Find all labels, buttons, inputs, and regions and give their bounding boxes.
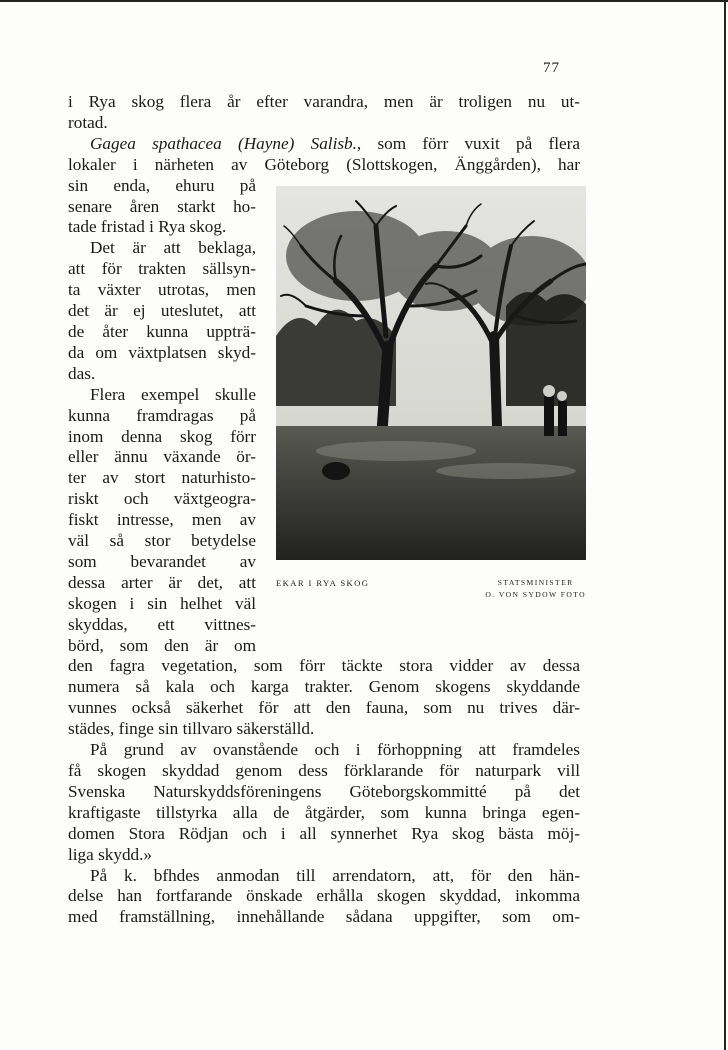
text-line: i Rya skog flera år efter varandra, men är troligen nu ut- — [68, 92, 580, 111]
text-line: domen Stora Rödjan och i all synnerhet Rya skog bästa möj- — [68, 823, 580, 843]
text-line: skyddas, ett vittnes- — [68, 614, 256, 634]
text-line: På grund av ovanstående och i förhoppning att framdeles — [90, 740, 580, 760]
text-line: börd, som den är om — [68, 635, 256, 655]
text-line: inom denna skog förr — [68, 426, 256, 446]
text-line: riskt och växtgeogra- — [68, 489, 256, 509]
text-line: ta växter utrotas, men — [68, 280, 256, 300]
body-text — [68, 92, 586, 928]
oak-trees-photo — [276, 186, 586, 560]
text-line: numera så kala och karga trakter. Genom skogens skyddande — [68, 677, 580, 697]
text-line: delse han fortfarande önskade erhålla skogen skyddad, inkomma — [68, 886, 580, 906]
text-line: Svenska Naturskyddsföreningens Göteborgskommitté på det — [68, 781, 580, 801]
text-line: Flera exempel skulle — [90, 384, 256, 404]
text-line: den fagra vegetation, som förr täckte stora vidder av dessa — [68, 656, 580, 676]
text-line: Det är att beklaga, — [90, 238, 256, 258]
text-line: kraftigaste tillstyrka alla de åtgärder, som kunna bringa egen- — [68, 802, 580, 822]
text-line: de åter kunna uppträ- — [68, 321, 256, 341]
text-line: städes, finge sin tillvaro säkerställd. — [68, 719, 315, 739]
page-top-edge — [0, 0, 728, 2]
text-line: eller ännu växande ör- — [68, 447, 256, 467]
text-line: da om växtplatsen skyd- — [68, 342, 256, 362]
text-line: det är ej uteslutet, att — [68, 301, 256, 321]
text-line: att för trakten sällsyn- — [68, 259, 256, 279]
text-line: få skogen skyddad genom dess förklarande för naturpark vill — [68, 761, 580, 780]
photo-credit — [485, 577, 586, 601]
photo-caption: EKAR I RYA SKOG — [276, 577, 370, 588]
text-line: senare åren starkt ho- — [68, 196, 256, 216]
page-number: 77 — [543, 60, 560, 76]
text-line: med framställning, innehållande sådana uppgifter, som om- — [68, 907, 580, 927]
text-line: ter av stort naturhisto- — [68, 468, 256, 488]
text-line: rotad. — [68, 112, 108, 132]
text-line: fiskt intresse, men av — [68, 510, 256, 530]
figure — [276, 178, 586, 598]
text-line: lokaler i närheten av Göteborg (Slottskogen, Änggården), har — [68, 154, 580, 174]
page-right-edge — [724, 0, 726, 1050]
text-fragment: som förr vuxit på flera — [361, 133, 581, 153]
species-name: Gagea spathacea (Hayne) Salisb., — [90, 133, 362, 153]
photo-credit-line: O. VON SYDOW FOTO — [485, 589, 586, 599]
photo-credit-line: STATSMINISTER — [497, 577, 574, 587]
text-line: som bevarandet av — [68, 551, 256, 571]
text-line: tade fristad i Rya skog. — [68, 217, 227, 237]
text-line: vunnes också säkerhet för att den fauna, som nu trives där- — [68, 698, 580, 718]
text-line: liga skydd.» — [68, 844, 153, 864]
text-line: skogen i sin helhet väl — [68, 593, 256, 613]
narrow-column — [68, 176, 256, 657]
text-line: kunna framdragas på — [68, 405, 256, 425]
text-line: sin enda, ehuru på — [68, 175, 256, 195]
text-line: På k. bfhdes anmodan till arrendatorn, att, för den hän- — [90, 865, 580, 885]
text-line: dessa arter är det, att — [68, 572, 256, 592]
species-line — [68, 134, 580, 155]
text-line: väl så stor betydelse — [68, 531, 256, 551]
text-line: das. — [68, 363, 96, 383]
